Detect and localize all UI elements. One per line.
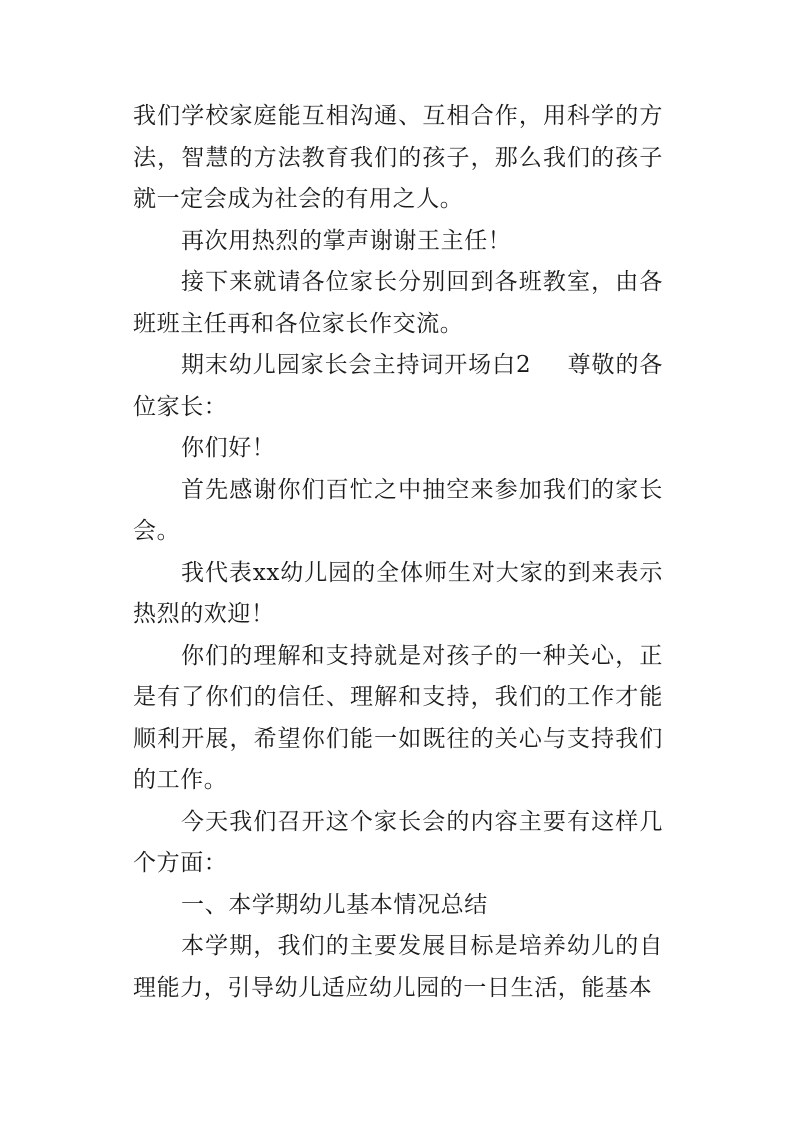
paragraph: 你们好！ bbox=[181, 435, 276, 461]
paragraph: 你们的理解和支持就是对孩子的一种关心，正是有了你们的信任、理解和支持，我们的工作才能顺利开展，希望你们能一如既往的关心与支持我们的工作。 bbox=[133, 642, 663, 793]
paragraph: 我们学校家庭能互相沟通、互相合作，用科学的方法，智慧的方法教育我们的孩子，那么我们的孩子就一定会成为社会的有用之人。 bbox=[133, 103, 663, 212]
paragraph: 我代表xx幼儿园的全体师生对大家的到来表示热烈的欢迎！ bbox=[133, 559, 663, 627]
paragraph-heading bbox=[133, 345, 663, 428]
paragraph: 本学期，我们的主要发展目标是培养幼儿的自理能力，引导幼儿适应幼儿园的一日生活，能基本 bbox=[133, 933, 663, 1001]
paragraph: 再次用热烈的掌声谢谢王主任！ bbox=[181, 227, 512, 254]
section-title: 期末幼儿园家长会主持词开场白2 bbox=[181, 352, 532, 378]
paragraph: 今天我们召开这个家长会的内容主要有这样几个方面： bbox=[133, 808, 663, 876]
paragraph: 一、本学期幼儿基本情况总结 bbox=[181, 891, 488, 918]
salutation: 尊敬的各位家长： bbox=[133, 352, 663, 420]
paragraph: 首先感谢你们百忙之中抽空来参加我们的家长会。 bbox=[133, 476, 663, 544]
paragraph: 接下来就请各位家长分别回到各班教室，由各班班主任再和各位家长作交流。 bbox=[133, 269, 663, 337]
document-body bbox=[133, 96, 663, 1009]
